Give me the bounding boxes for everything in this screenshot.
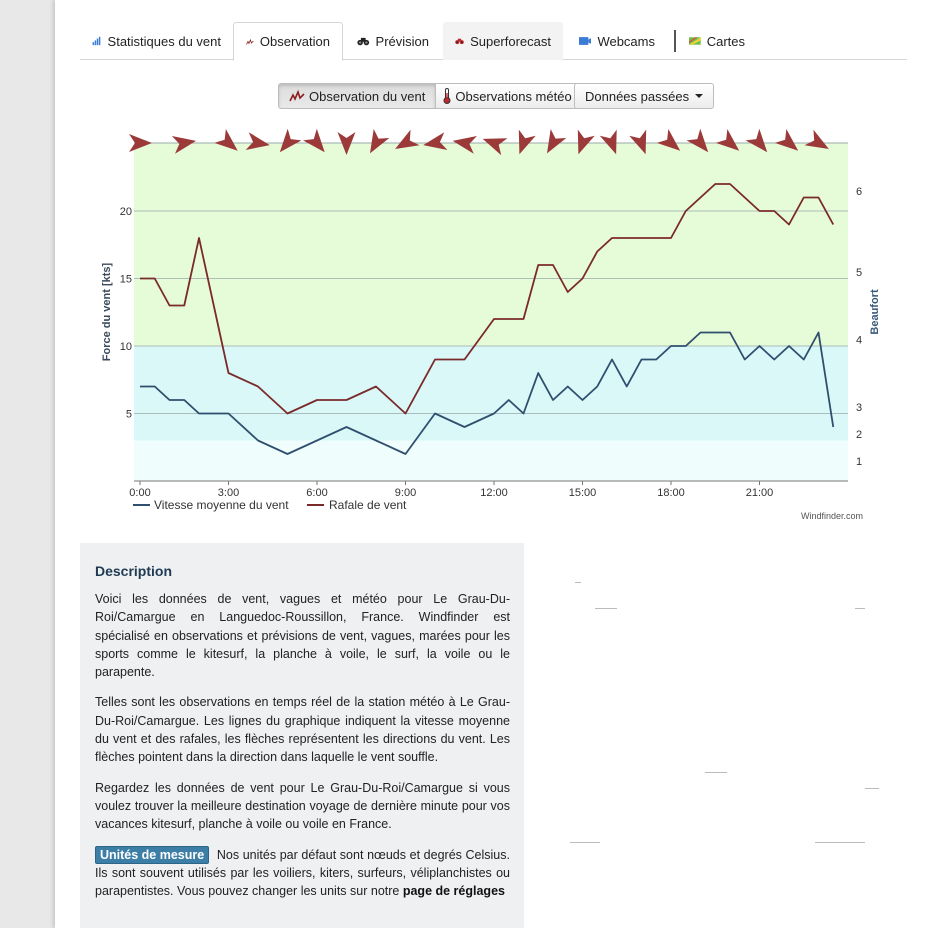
tab-statistiques[interactable] xyxy=(80,22,233,60)
button-label: Données passées xyxy=(585,88,690,104)
donnees-passees-dropdown[interactable] xyxy=(574,83,714,109)
settings-link[interactable]: page de réglages xyxy=(402,884,505,899)
thermometer-icon xyxy=(443,88,451,104)
wind-line-icon xyxy=(289,89,305,103)
tab-prevision[interactable] xyxy=(345,22,441,60)
tab-divider xyxy=(674,30,676,52)
binoculars-red-icon xyxy=(455,34,464,48)
description-paragraph: Telles sont les observations en temps réel de la station météo à Le Grau-Du-Roi/Camargue. Les lignes du graphique indiquent la vitesse moyenne du vent et des rafales, les flèches représentent les directions du vent. Les flèches pointent dans la direction dans laquelle le vent souffle. xyxy=(95,695,510,765)
y-tick-label: 20 xyxy=(119,206,132,218)
description-panel xyxy=(80,543,524,928)
beaufort-tick-label: 4 xyxy=(856,334,863,347)
button-label: Observations météo xyxy=(455,88,572,104)
beaufort-tick-label: 2 xyxy=(856,428,863,441)
tab-webcams[interactable] xyxy=(567,22,667,60)
button-label: Observation du vent xyxy=(309,88,426,104)
y2-axis-title: Beaufort xyxy=(869,289,881,335)
tab-label: Prévision xyxy=(375,33,429,49)
x-tick-label: 0:00 xyxy=(129,487,151,499)
x-tick-label: 6:00 xyxy=(306,487,328,499)
beaufort-tick-label: 1 xyxy=(856,455,863,468)
units-text: Nos unités par défaut sont nœuds et degrés Celsius. Ils sont souvent utilisés par les voiliers, kiters, surfeurs, véliplanchistes ou parapentistes. Vous pouvez changer les units sur notre xyxy=(95,847,510,899)
observation-subnav xyxy=(278,83,583,109)
y-tick-label: 15 xyxy=(119,273,132,286)
x-tick-label: 3:00 xyxy=(217,487,240,499)
x-tick-label: 15:00 xyxy=(568,487,597,499)
beaufort-tick-label: 3 xyxy=(856,401,863,414)
x-tick-label: 18:00 xyxy=(657,487,685,499)
beaufort-tick-label: 6 xyxy=(856,185,863,198)
ad-placeholder xyxy=(565,560,910,850)
map-icon xyxy=(689,34,701,48)
main-tabs xyxy=(80,22,907,60)
units-badge: Unités de mesure xyxy=(95,846,209,864)
tab-observation[interactable] xyxy=(233,22,343,61)
tab-label: Superforecast xyxy=(470,33,551,49)
camera-icon xyxy=(579,34,591,48)
tab-label: Statistiques du vent xyxy=(107,33,221,49)
tab-label: Observation xyxy=(259,34,330,49)
x-tick-label: 12:00 xyxy=(480,487,508,499)
tab-label: Webcams xyxy=(597,33,655,49)
y-tick-label: 10 xyxy=(119,341,132,353)
description-title: Description xyxy=(95,563,173,579)
x-tick-label: 9:00 xyxy=(394,487,417,499)
binoculars-icon xyxy=(357,34,370,48)
description-paragraph: Regardez les données de vent pour Le Grau-Du-Roi/Camargue si vous voulez trouver la meilleure destination voyage de dernière minute pour vos vacances kitesurf, planche à voile ou voile en France. xyxy=(95,780,510,832)
legend-avg-label: Vitesse moyenne du vent xyxy=(154,498,289,512)
units-paragraph xyxy=(95,846,510,901)
y-tick-label: 5 xyxy=(125,408,132,421)
description-paragraph: Voici les données de vent, vagues et météo pour Le Grau-Du-Roi/Camargue en Languedoc-Roussillon, France. Windfinder est spécialisé en observations et prévisions de vent, vagues, marées pour les sports comme le kitesurf, la planche à voile, le surf, la voile ou le parapente. xyxy=(95,592,510,680)
beaufort-tick-label: 5 xyxy=(856,266,863,279)
chart-credit: Windfinder.com xyxy=(800,511,863,521)
y-axis-title: Force du vent [kts] xyxy=(101,262,113,362)
bar-chart-icon xyxy=(92,34,102,48)
tab-cartes[interactable] xyxy=(677,22,757,60)
observation-vent-button[interactable] xyxy=(278,83,436,109)
tab-superforecast[interactable] xyxy=(443,22,563,60)
past-data-group xyxy=(574,83,714,109)
wind-line-icon xyxy=(246,35,254,49)
x-tick-label: 21:00 xyxy=(745,487,774,499)
observations-meteo-button[interactable] xyxy=(436,83,582,109)
tab-label: Cartes xyxy=(706,33,745,49)
legend-gust-label: Rafale de vent xyxy=(329,498,407,512)
chevron-down-icon xyxy=(695,94,703,98)
